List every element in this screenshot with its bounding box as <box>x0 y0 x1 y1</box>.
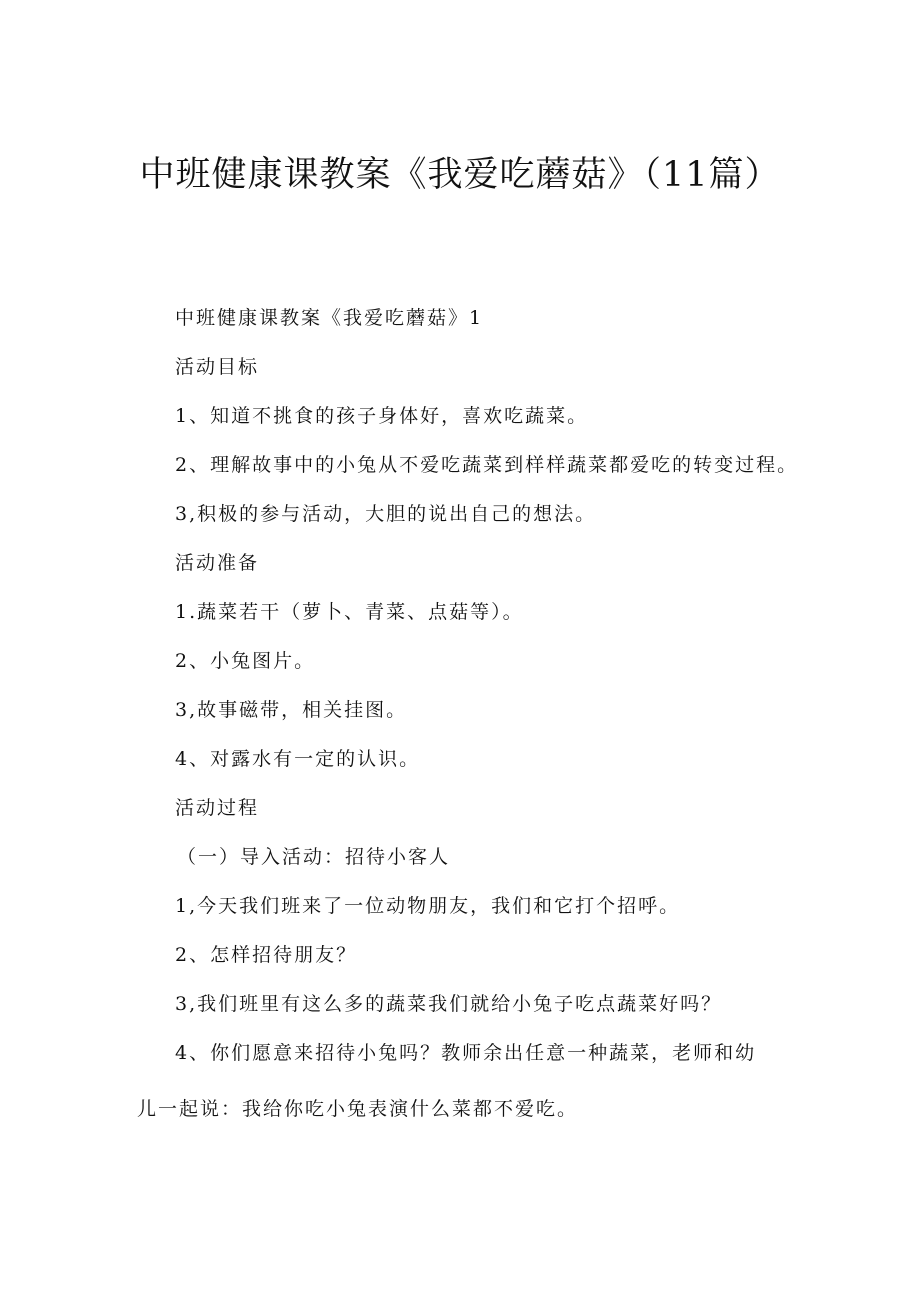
paragraph: 4、你们愿意来招待小兔吗？教师余出任意一种蔬菜，老师和幼 <box>175 1042 757 1064</box>
paragraph: 2、小兔图片。 <box>175 650 316 672</box>
subheading-process: 活动过程 <box>175 797 260 819</box>
paragraph: 2、理解故事中的小兔从不爱吃蔬菜到样样蔬菜都爱吃的转变过程。 <box>175 454 799 476</box>
paragraph: 3,积极的参与活动，大胆的说出自己的想法。 <box>175 503 597 525</box>
subheading-preparation: 活动准备 <box>175 552 260 574</box>
paragraph: 3,我们班里有这么多的蔬菜我们就给小兔子吃点蔬菜好吗？ <box>175 993 723 1015</box>
paragraph: （一）导入活动：招待小客人 <box>177 846 451 868</box>
paragraph: 4、对露水有一定的认识。 <box>175 748 421 770</box>
paragraph: 1、知道不挑食的孩子身体好，喜欢吃蔬菜。 <box>175 405 589 427</box>
paragraph: 2、怎样招待朋友？ <box>175 944 358 966</box>
section-heading: 中班健康课教案《我爱吃蘑菇》1 <box>175 307 484 329</box>
paragraph: 1.蔬菜若干（萝卜、青菜、点菇等）。 <box>175 601 524 623</box>
paragraph: 1,今天我们班来了一位动物朋友，我们和它打个招呼。 <box>175 895 681 917</box>
paragraph: 3,故事磁带，相关挂图。 <box>175 699 408 721</box>
subheading-goals: 活动目标 <box>175 356 260 378</box>
document-title: 中班健康课教案《我爱吃蘑菇》（11篇） <box>139 155 781 195</box>
paragraph-continuation: 儿一起说：我给你吃小兔表演什么菜都不爱吃。 <box>137 1098 579 1120</box>
